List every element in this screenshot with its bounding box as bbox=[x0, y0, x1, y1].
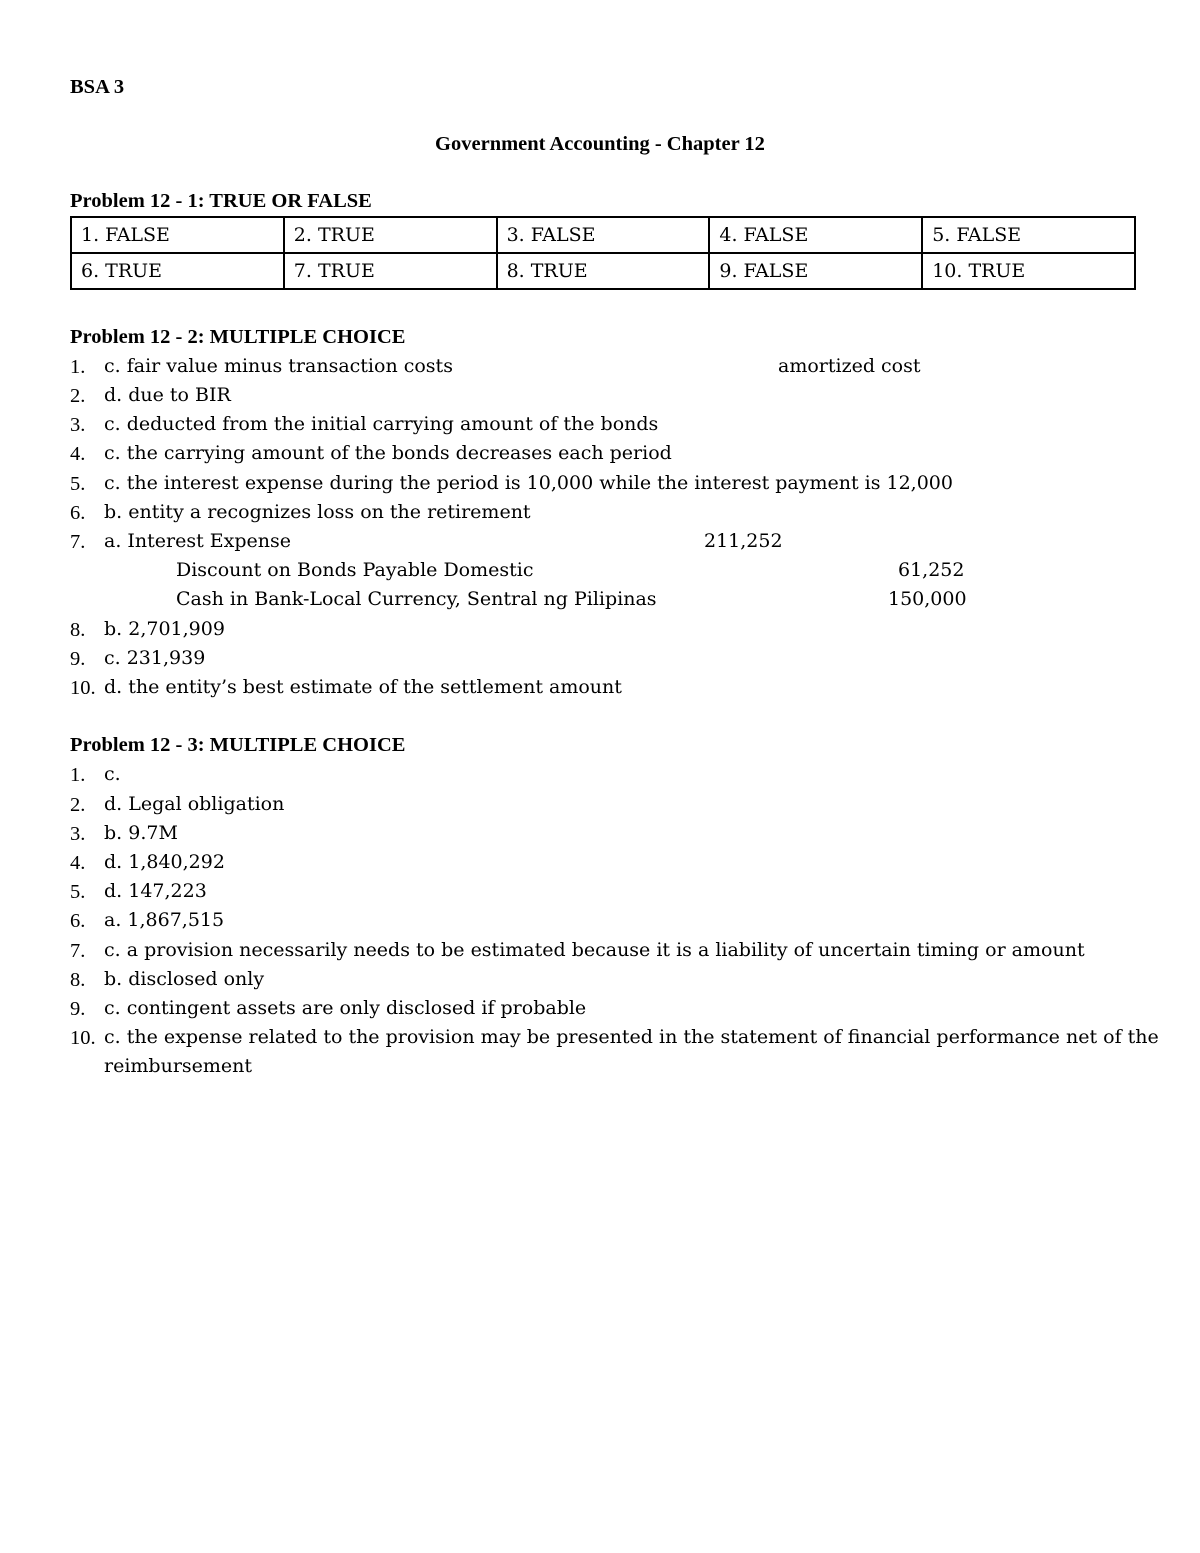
answer-text: d. Legal obligation bbox=[104, 793, 285, 815]
table-row bbox=[71, 253, 1135, 289]
answer-text: c. 231,939 bbox=[104, 647, 206, 669]
answer-text: c. the carrying amount of the bonds decreases each period bbox=[104, 442, 672, 464]
credit-account: Cash in Bank-Local Currency, Sentral ng Pilipinas bbox=[176, 588, 657, 610]
answer-text: a. Interest Expense bbox=[104, 530, 292, 552]
credit-account: Discount on Bonds Payable Domestic bbox=[176, 559, 534, 581]
answer-text: c. the expense related to the provision may be presented in the statement of financial performance net of the bbox=[104, 1026, 1159, 1048]
table-cell: 3. FALSE bbox=[497, 217, 710, 253]
item-number: 5. bbox=[70, 881, 86, 903]
answer-text: b. disclosed only bbox=[104, 968, 265, 990]
class-label: BSA 3 bbox=[70, 76, 125, 98]
answer-text: d. the entity’s best estimate of the settlement amount bbox=[104, 676, 622, 698]
answer-text: c. fair value minus transaction costs bbox=[104, 355, 453, 377]
page-title: Government Accounting - Chapter 12 bbox=[435, 133, 765, 155]
table-row bbox=[71, 217, 1135, 253]
item-number: 9. bbox=[70, 998, 86, 1020]
item-number: 1. bbox=[70, 764, 86, 786]
answer-note: amortized cost bbox=[778, 355, 921, 377]
item-number: 8. bbox=[70, 619, 86, 641]
true-false-table bbox=[70, 216, 1136, 290]
answer-continuation: reimbursement bbox=[104, 1055, 253, 1077]
item-number: 2. bbox=[70, 794, 86, 816]
item-number: 9. bbox=[70, 648, 86, 670]
item-number: 7. bbox=[70, 940, 86, 962]
problem2-heading: Problem 12 - 2: MULTIPLE CHOICE bbox=[70, 326, 406, 348]
answer-text: c. contingent assets are only disclosed if probable bbox=[104, 997, 587, 1019]
answer-text: b. 9.7M bbox=[104, 822, 178, 844]
problem3-heading: Problem 12 - 3: MULTIPLE CHOICE bbox=[70, 734, 406, 756]
answer-text: c. deducted from the initial carrying amount of the bonds bbox=[104, 413, 659, 435]
problem1-heading: Problem 12 - 1: TRUE OR FALSE bbox=[70, 190, 372, 212]
item-number: 10. bbox=[70, 677, 96, 699]
answer-text: d. 147,223 bbox=[104, 880, 207, 902]
item-number: 8. bbox=[70, 969, 86, 991]
item-number: 4. bbox=[70, 443, 86, 465]
answer-text: d. due to BIR bbox=[104, 384, 231, 406]
table-cell: 7. TRUE bbox=[284, 253, 497, 289]
item-number: 6. bbox=[70, 502, 86, 524]
table-cell: 1. FALSE bbox=[71, 217, 284, 253]
answer-text: a. 1,867,515 bbox=[104, 909, 225, 931]
table-cell: 10. TRUE bbox=[922, 253, 1135, 289]
item-number: 3. bbox=[70, 414, 86, 436]
table-cell: 4. FALSE bbox=[709, 217, 922, 253]
credit-amount: 150,000 bbox=[888, 588, 967, 610]
table-cell: 5. FALSE bbox=[922, 217, 1135, 253]
debit-amount: 211,252 bbox=[704, 530, 783, 552]
item-number: 4. bbox=[70, 852, 86, 874]
item-number: 1. bbox=[70, 356, 86, 378]
item-number: 10. bbox=[70, 1027, 96, 1049]
answer-text: c. a provision necessarily needs to be estimated because it is a liability of uncertain timing or amount bbox=[104, 939, 1085, 961]
table-cell: 8. TRUE bbox=[497, 253, 710, 289]
answer-text: c. bbox=[104, 763, 121, 785]
answer-text: d. 1,840,292 bbox=[104, 851, 225, 873]
table-cell: 2. TRUE bbox=[284, 217, 497, 253]
table-cell: 6. TRUE bbox=[71, 253, 284, 289]
item-number: 5. bbox=[70, 473, 86, 495]
item-number: 3. bbox=[70, 823, 86, 845]
item-number: 6. bbox=[70, 910, 86, 932]
item-number: 7. bbox=[70, 531, 86, 553]
table-cell: 9. FALSE bbox=[709, 253, 922, 289]
item-number: 2. bbox=[70, 385, 86, 407]
answer-text: b. 2,701,909 bbox=[104, 618, 225, 640]
answer-text: c. the interest expense during the period is 10,000 while the interest payment is 12,000 bbox=[104, 472, 953, 494]
credit-amount: 61,252 bbox=[898, 559, 965, 581]
answer-text: b. entity a recognizes loss on the retirement bbox=[104, 501, 531, 523]
